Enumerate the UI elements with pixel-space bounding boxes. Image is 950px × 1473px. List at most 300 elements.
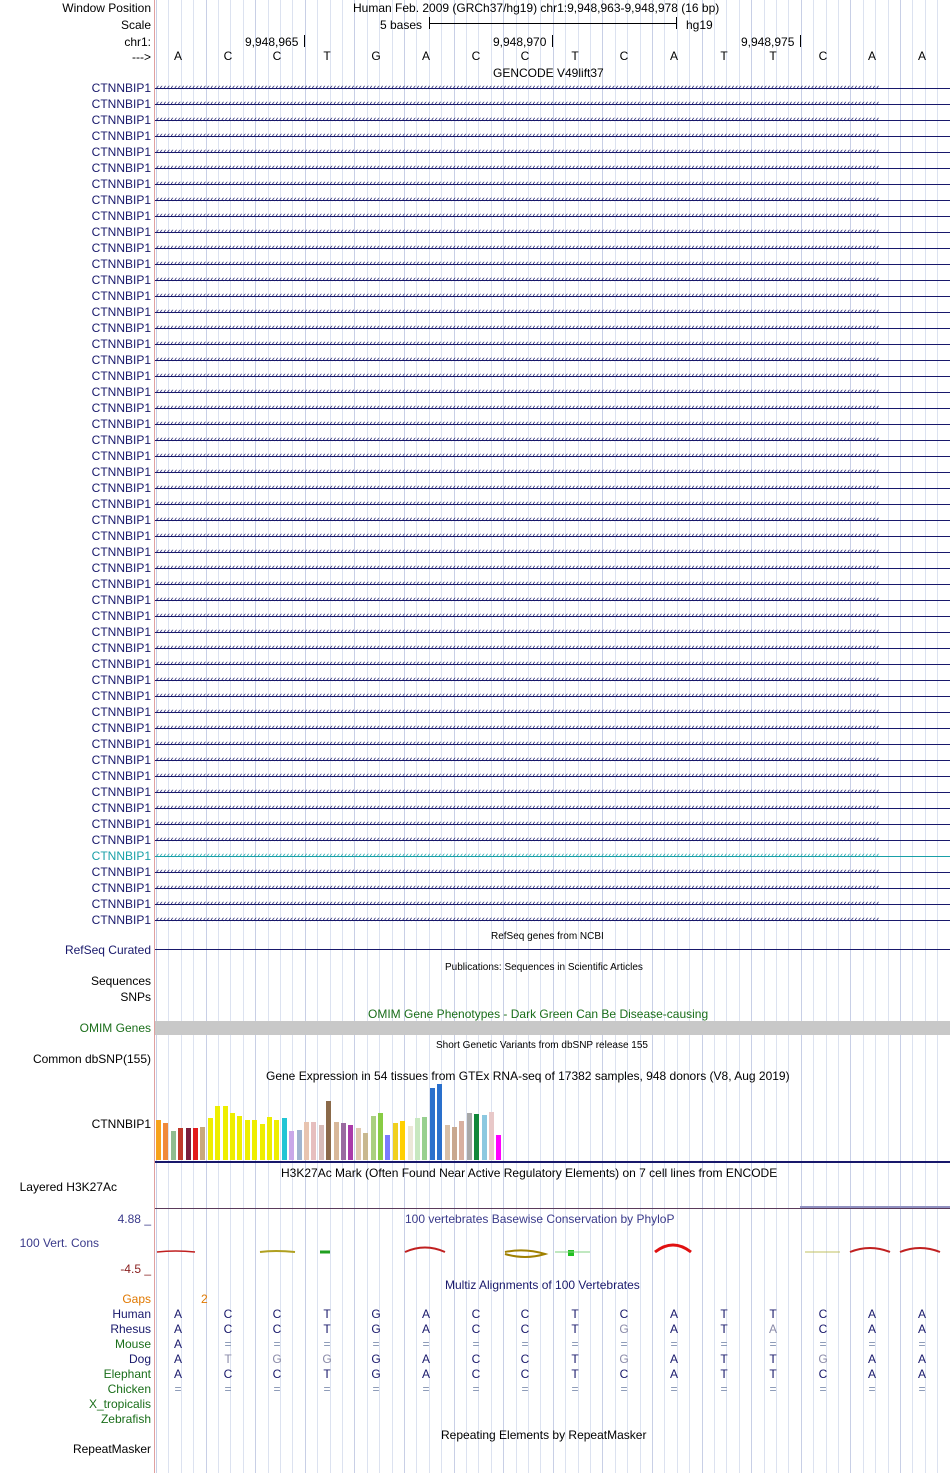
strand-arrows: ‹‹‹‹‹‹‹‹‹‹‹‹‹‹‹‹‹‹‹‹‹‹‹‹‹‹‹‹‹‹‹‹‹‹‹‹‹‹‹‹‹‹‹‹‹‹‹‹‹‹‹‹‹‹‹‹‹‹‹‹‹‹‹‹‹‹‹‹‹‹‹‹‹‹‹‹‹‹‹‹‹‹‹‹‹‹‹‹‹‹‹‹‹‹‹‹‹‹‹‹‹‹‹‹‹‹‹‹‹‹‹‹‹‹‹‹‹‹‹‹‹‹‹‹‹‹‹‹‹‹‹‹‹‹‹‹‹‹‹‹‹‹‹‹‹‹‹‹‹‹‹‹‹‹‹‹‹‹‹‹‹‹‹‹‹‹‹‹‹‹‹‹‹‹‹‹‹‹‹‹‹‹‹‹‹‹‹‹‹‹‹‹‹‹‹‹‹‹‹‹ <box>155 500 879 509</box>
strand-arrows: ‹‹‹‹‹‹‹‹‹‹‹‹‹‹‹‹‹‹‹‹‹‹‹‹‹‹‹‹‹‹‹‹‹‹‹‹‹‹‹‹‹‹‹‹‹‹‹‹‹‹‹‹‹‹‹‹‹‹‹‹‹‹‹‹‹‹‹‹‹‹‹‹‹‹‹‹‹‹‹‹‹‹‹‹‹‹‹‹‹‹‹‹‹‹‹‹‹‹‹‹‹‹‹‹‹‹‹‹‹‹‹‹‹‹‹‹‹‹‹‹‹‹‹‹‹‹‹‹‹‹‹‹‹‹‹‹‹‹‹‹‹‹‹‹‹‹‹‹‹‹‹‹‹‹‹‹‹‹‹‹‹‹‹‹‹‹‹‹‹‹‹‹‹‹‹‹‹‹‹‹‹‹‹‹‹‹‹‹‹‹‹‹‹‹‹‹‹‹‹‹ <box>155 388 879 397</box>
gtex-tissue-bar[interactable] <box>371 1116 376 1160</box>
reference-base: C <box>471 49 481 63</box>
aligned-base: A <box>421 1307 430 1321</box>
reference-base: C <box>818 49 828 63</box>
scale-text: 5 bases <box>380 18 423 32</box>
dynamic-labels <box>0 0 153 1473</box>
gencode-gene-label[interactable]: CTNNBIP1 <box>91 193 151 207</box>
strand-arrows: ‹‹‹‹‹‹‹‹‹‹‹‹‹‹‹‹‹‹‹‹‹‹‹‹‹‹‹‹‹‹‹‹‹‹‹‹‹‹‹‹‹‹‹‹‹‹‹‹‹‹‹‹‹‹‹‹‹‹‹‹‹‹‹‹‹‹‹‹‹‹‹‹‹‹‹‹‹‹‹‹‹‹‹‹‹‹‹‹‹‹‹‹‹‹‹‹‹‹‹‹‹‹‹‹‹‹‹‹‹‹‹‹‹‹‹‹‹‹‹‹‹‹‹‹‹‹‹‹‹‹‹‹‹‹‹‹‹‹‹‹‹‹‹‹‹‹‹‹‹‹‹‹‹‹‹‹‹‹‹‹‹‹‹‹‹‹‹‹‹‹‹‹‹‹‹‹‹‹‹‹‹‹‹‹‹‹‹‹‹‹‹‹‹‹‹‹‹‹‹‹ <box>155 436 879 445</box>
strand-arrows: ‹‹‹‹‹‹‹‹‹‹‹‹‹‹‹‹‹‹‹‹‹‹‹‹‹‹‹‹‹‹‹‹‹‹‹‹‹‹‹‹‹‹‹‹‹‹‹‹‹‹‹‹‹‹‹‹‹‹‹‹‹‹‹‹‹‹‹‹‹‹‹‹‹‹‹‹‹‹‹‹‹‹‹‹‹‹‹‹‹‹‹‹‹‹‹‹‹‹‹‹‹‹‹‹‹‹‹‹‹‹‹‹‹‹‹‹‹‹‹‹‹‹‹‹‹‹‹‹‹‹‹‹‹‹‹‹‹‹‹‹‹‹‹‹‹‹‹‹‹‹‹‹‹‹‹‹‹‹‹‹‹‹‹‹‹‹‹‹‹‹‹‹‹‹‹‹‹‹‹‹‹‹‹‹‹‹‹‹‹‹‹‹‹‹‹‹‹‹‹‹ <box>155 788 879 797</box>
gencode-gene-label[interactable]: CTNNBIP1 <box>91 769 151 783</box>
strand-arrows: ‹‹‹‹‹‹‹‹‹‹‹‹‹‹‹‹‹‹‹‹‹‹‹‹‹‹‹‹‹‹‹‹‹‹‹‹‹‹‹‹‹‹‹‹‹‹‹‹‹‹‹‹‹‹‹‹‹‹‹‹‹‹‹‹‹‹‹‹‹‹‹‹‹‹‹‹‹‹‹‹‹‹‹‹‹‹‹‹‹‹‹‹‹‹‹‹‹‹‹‹‹‹‹‹‹‹‹‹‹‹‹‹‹‹‹‹‹‹‹‹‹‹‹‹‹‹‹‹‹‹‹‹‹‹‹‹‹‹‹‹‹‹‹‹‹‹‹‹‹‹‹‹‹‹‹‹‹‹‹‹‹‹‹‹‹‹‹‹‹‹‹‹‹‹‹‹‹‹‹‹‹‹‹‹‹‹‹‹‹‹‹‹‹‹‹‹‹‹‹‹ <box>155 292 879 301</box>
aligned-base: C <box>272 1367 282 1381</box>
aligned-base: C <box>471 1352 481 1366</box>
strand-arrows: ‹‹‹‹‹‹‹‹‹‹‹‹‹‹‹‹‹‹‹‹‹‹‹‹‹‹‹‹‹‹‹‹‹‹‹‹‹‹‹‹‹‹‹‹‹‹‹‹‹‹‹‹‹‹‹‹‹‹‹‹‹‹‹‹‹‹‹‹‹‹‹‹‹‹‹‹‹‹‹‹‹‹‹‹‹‹‹‹‹‹‹‹‹‹‹‹‹‹‹‹‹‹‹‹‹‹‹‹‹‹‹‹‹‹‹‹‹‹‹‹‹‹‹‹‹‹‹‹‹‹‹‹‹‹‹‹‹‹‹‹‹‹‹‹‹‹‹‹‹‹‹‹‹‹‹‹‹‹‹‹‹‹‹‹‹‹‹‹‹‹‹‹‹‹‹‹‹‹‹‹‹‹‹‹‹‹‹‹‹‹‹‹‹‹‹‹‹‹‹‹ <box>155 724 879 733</box>
gtex-tissue-bar[interactable] <box>356 1128 361 1160</box>
aligned-base: = <box>720 1382 728 1396</box>
aligned-base: = <box>769 1337 777 1351</box>
gtex-tissue-bar[interactable] <box>260 1124 265 1160</box>
h3k27ac-signal <box>800 1206 950 1208</box>
scale-db: hg19 <box>686 18 713 32</box>
gencode-gene-label[interactable]: CTNNBIP1 <box>91 385 151 399</box>
gtex-tissue-bar[interactable] <box>474 1114 479 1160</box>
scale-bar-right-tick <box>676 17 677 29</box>
aligned-base: = <box>620 1382 628 1396</box>
aligned-base: A <box>421 1367 430 1381</box>
aligned-base: G <box>371 1352 381 1366</box>
gencode-gene-label[interactable]: CTNNBIP1 <box>91 609 151 623</box>
strand-arrows: ‹‹‹‹‹‹‹‹‹‹‹‹‹‹‹‹‹‹‹‹‹‹‹‹‹‹‹‹‹‹‹‹‹‹‹‹‹‹‹‹‹‹‹‹‹‹‹‹‹‹‹‹‹‹‹‹‹‹‹‹‹‹‹‹‹‹‹‹‹‹‹‹‹‹‹‹‹‹‹‹‹‹‹‹‹‹‹‹‹‹‹‹‹‹‹‹‹‹‹‹‹‹‹‹‹‹‹‹‹‹‹‹‹‹‹‹‹‹‹‹‹‹‹‹‹‹‹‹‹‹‹‹‹‹‹‹‹‹‹‹‹‹‹‹‹‹‹‹‹‹‹‹‹‹‹‹‹‹‹‹‹‹‹‹‹‹‹‹‹‹‹‹‹‹‹‹‹‹‹‹‹‹‹‹‹‹‹‹‹‹‹‹‹‹‹‹‹‹‹‹ <box>155 516 879 525</box>
phylop-max: 4.88 _ <box>117 1212 151 1226</box>
strand-arrows: ‹‹‹‹‹‹‹‹‹‹‹‹‹‹‹‹‹‹‹‹‹‹‹‹‹‹‹‹‹‹‹‹‹‹‹‹‹‹‹‹‹‹‹‹‹‹‹‹‹‹‹‹‹‹‹‹‹‹‹‹‹‹‹‹‹‹‹‹‹‹‹‹‹‹‹‹‹‹‹‹‹‹‹‹‹‹‹‹‹‹‹‹‹‹‹‹‹‹‹‹‹‹‹‹‹‹‹‹‹‹‹‹‹‹‹‹‹‹‹‹‹‹‹‹‹‹‹‹‹‹‹‹‹‹‹‹‹‹‹‹‹‹‹‹‹‹‹‹‹‹‹‹‹‹‹‹‹‹‹‹‹‹‹‹‹‹‹‹‹‹‹‹‹‹‹‹‹‹‹‹‹‹‹‹‹‹‹‹‹‹‹‹‹‹‹‹‹‹‹‹ <box>155 244 879 253</box>
gtex-tissue-bar[interactable] <box>311 1122 316 1160</box>
aligned-base: T <box>571 1322 579 1336</box>
gtex-tissue-bar[interactable] <box>267 1117 272 1160</box>
gencode-gene-label[interactable]: CTNNBIP1 <box>91 881 151 895</box>
gtex-tissue-bar[interactable] <box>186 1128 191 1160</box>
reference-base: A <box>421 49 430 63</box>
gtex-tissue-bar[interactable] <box>400 1121 405 1160</box>
strand-arrows: ‹‹‹‹‹‹‹‹‹‹‹‹‹‹‹‹‹‹‹‹‹‹‹‹‹‹‹‹‹‹‹‹‹‹‹‹‹‹‹‹‹‹‹‹‹‹‹‹‹‹‹‹‹‹‹‹‹‹‹‹‹‹‹‹‹‹‹‹‹‹‹‹‹‹‹‹‹‹‹‹‹‹‹‹‹‹‹‹‹‹‹‹‹‹‹‹‹‹‹‹‹‹‹‹‹‹‹‹‹‹‹‹‹‹‹‹‹‹‹‹‹‹‹‹‹‹‹‹‹‹‹‹‹‹‹‹‹‹‹‹‹‹‹‹‹‹‹‹‹‹‹‹‹‹‹‹‹‹‹‹‹‹‹‹‹‹‹‹‹‹‹‹‹‹‹‹‹‹‹‹‹‹‹‹‹‹‹‹‹‹‹‹‹‹‹‹‹‹‹‹ <box>155 532 879 541</box>
gencode-gene-label[interactable]: CTNNBIP1 <box>91 529 151 543</box>
aligned-base: C <box>818 1322 828 1336</box>
strand-arrows: ‹‹‹‹‹‹‹‹‹‹‹‹‹‹‹‹‹‹‹‹‹‹‹‹‹‹‹‹‹‹‹‹‹‹‹‹‹‹‹‹‹‹‹‹‹‹‹‹‹‹‹‹‹‹‹‹‹‹‹‹‹‹‹‹‹‹‹‹‹‹‹‹‹‹‹‹‹‹‹‹‹‹‹‹‹‹‹‹‹‹‹‹‹‹‹‹‹‹‹‹‹‹‹‹‹‹‹‹‹‹‹‹‹‹‹‹‹‹‹‹‹‹‹‹‹‹‹‹‹‹‹‹‹‹‹‹‹‹‹‹‹‹‹‹‹‹‹‹‹‹‹‹‹‹‹‹‹‹‹‹‹‹‹‹‹‹‹‹‹‹‹‹‹‹‹‹‹‹‹‹‹‹‹‹‹‹‹‹‹‹‹‹‹‹‹‹‹‹‹‹ <box>155 132 879 141</box>
reference-base: T <box>720 49 728 63</box>
reference-base: G <box>371 49 381 63</box>
gencode-gene-label[interactable]: CTNNBIP1 <box>91 97 151 111</box>
reference-base: A <box>917 49 926 63</box>
gtex-chart[interactable] <box>155 1084 535 1160</box>
tick-mark-3 <box>800 35 801 47</box>
strand-arrows: ‹‹‹‹‹‹‹‹‹‹‹‹‹‹‹‹‹‹‹‹‹‹‹‹‹‹‹‹‹‹‹‹‹‹‹‹‹‹‹‹‹‹‹‹‹‹‹‹‹‹‹‹‹‹‹‹‹‹‹‹‹‹‹‹‹‹‹‹‹‹‹‹‹‹‹‹‹‹‹‹‹‹‹‹‹‹‹‹‹‹‹‹‹‹‹‹‹‹‹‹‹‹‹‹‹‹‹‹‹‹‹‹‹‹‹‹‹‹‹‹‹‹‹‹‹‹‹‹‹‹‹‹‹‹‹‹‹‹‹‹‹‹‹‹‹‹‹‹‹‹‹‹‹‹‹‹‹‹‹‹‹‹‹‹‹‹‹‹‹‹‹‹‹‹‹‹‹‹‹‹‹‹‹‹‹‹‹‹‹‹‹‹‹‹‹‹‹‹‹‹ <box>155 324 879 333</box>
aligned-base: C <box>223 1322 233 1336</box>
assembly-position-text: Human Feb. 2009 (GRCh37/hg19) chr1:9,948,963-9,948,978 (16 bp) <box>353 1 720 15</box>
aligned-base: G <box>371 1367 381 1381</box>
phylop-min: -4.5 _ <box>120 1262 151 1276</box>
aligned-base: G <box>272 1352 282 1366</box>
gtex-baseline <box>155 1161 950 1163</box>
species-label[interactable]: Rhesus <box>110 1322 151 1336</box>
sequences-label[interactable]: Sequences <box>90 974 151 988</box>
gencode-gene-label[interactable]: CTNNBIP1 <box>91 129 151 143</box>
aligned-base: G <box>818 1352 828 1366</box>
strand-arrows: ‹‹‹‹‹‹‹‹‹‹‹‹‹‹‹‹‹‹‹‹‹‹‹‹‹‹‹‹‹‹‹‹‹‹‹‹‹‹‹‹‹‹‹‹‹‹‹‹‹‹‹‹‹‹‹‹‹‹‹‹‹‹‹‹‹‹‹‹‹‹‹‹‹‹‹‹‹‹‹‹‹‹‹‹‹‹‹‹‹‹‹‹‹‹‹‹‹‹‹‹‹‹‹‹‹‹‹‹‹‹‹‹‹‹‹‹‹‹‹‹‹‹‹‹‹‹‹‹‹‹‹‹‹‹‹‹‹‹‹‹‹‹‹‹‹‹‹‹‹‹‹‹‹‹‹‹‹‹‹‹‹‹‹‹‹‹‹‹‹‹‹‹‹‹‹‹‹‹‹‹‹‹‹‹‹‹‹‹‹‹‹‹‹‹‹‹‹‹‹‹ <box>155 100 879 109</box>
gtex-tissue-bar[interactable] <box>334 1122 339 1160</box>
gencode-gene-label[interactable]: CTNNBIP1 <box>91 737 151 751</box>
scale-bar-left-tick <box>429 17 430 29</box>
gencode-gene-label[interactable]: CTNNBIP1 <box>91 81 151 95</box>
strand-arrows: ‹‹‹‹‹‹‹‹‹‹‹‹‹‹‹‹‹‹‹‹‹‹‹‹‹‹‹‹‹‹‹‹‹‹‹‹‹‹‹‹‹‹‹‹‹‹‹‹‹‹‹‹‹‹‹‹‹‹‹‹‹‹‹‹‹‹‹‹‹‹‹‹‹‹‹‹‹‹‹‹‹‹‹‹‹‹‹‹‹‹‹‹‹‹‹‹‹‹‹‹‹‹‹‹‹‹‹‹‹‹‹‹‹‹‹‹‹‹‹‹‹‹‹‹‹‹‹‹‹‹‹‹‹‹‹‹‹‹‹‹‹‹‹‹‹‹‹‹‹‹‹‹‹‹‹‹‹‹‹‹‹‹‹‹‹‹‹‹‹‹‹‹‹‹‹‹‹‹‹‹‹‹‹‹‹‹‹‹‹‹‹‹‹‹‹‹‹‹‹‹ <box>155 276 879 285</box>
aligned-base: T <box>323 1367 331 1381</box>
strand-arrows: ‹‹‹‹‹‹‹‹‹‹‹‹‹‹‹‹‹‹‹‹‹‹‹‹‹‹‹‹‹‹‹‹‹‹‹‹‹‹‹‹‹‹‹‹‹‹‹‹‹‹‹‹‹‹‹‹‹‹‹‹‹‹‹‹‹‹‹‹‹‹‹‹‹‹‹‹‹‹‹‹‹‹‹‹‹‹‹‹‹‹‹‹‹‹‹‹‹‹‹‹‹‹‹‹‹‹‹‹‹‹‹‹‹‹‹‹‹‹‹‹‹‹‹‹‹‹‹‹‹‹‹‹‹‹‹‹‹‹‹‹‹‹‹‹‹‹‹‹‹‹‹‹‹‹‹‹‹‹‹‹‹‹‹‹‹‹‹‹‹‹‹‹‹‹‹‹‹‹‹‹‹‹‹‹‹‹‹‹‹‹‹‹‹‹‹‹‹‹‹‹ <box>155 596 879 605</box>
gencode-title[interactable]: GENCODE V49lift37 <box>493 66 604 80</box>
gtex-tissue-bar[interactable] <box>445 1125 450 1160</box>
gtex-tissue-bar[interactable] <box>422 1117 427 1160</box>
gencode-gene-label[interactable]: CTNNBIP1 <box>91 801 151 815</box>
aligned-base: C <box>272 1307 282 1321</box>
gencode-gene-label[interactable]: CTNNBIP1 <box>91 465 151 479</box>
gtex-tissue-bar[interactable] <box>297 1130 302 1160</box>
gtex-tissue-bar[interactable] <box>178 1128 183 1160</box>
snps-label[interactable]: SNPs <box>120 990 151 1004</box>
gencode-gene-label[interactable]: CTNNBIP1 <box>91 353 151 367</box>
aligned-base: A <box>867 1322 876 1336</box>
gtex-tissue-bar[interactable] <box>156 1120 161 1160</box>
aligned-base: T <box>720 1307 728 1321</box>
track-labels-column <box>0 0 153 1473</box>
aligned-base: C <box>223 1367 233 1381</box>
gencode-gene-label[interactable]: CTNNBIP1 <box>91 753 151 767</box>
gtex-tissue-bar[interactable] <box>163 1123 168 1160</box>
gencode-gene-label[interactable]: CTNNBIP1 <box>91 273 151 287</box>
gtex-tissue-bar[interactable] <box>385 1135 390 1160</box>
aligned-base: A <box>669 1352 678 1366</box>
aligned-base: = <box>670 1382 678 1396</box>
gencode-gene-label[interactable]: CTNNBIP1 <box>91 305 151 319</box>
aligned-base: A <box>867 1367 876 1381</box>
omim-label[interactable]: OMIM Genes <box>79 1021 151 1035</box>
strand-arrows: ‹‹‹‹‹‹‹‹‹‹‹‹‹‹‹‹‹‹‹‹‹‹‹‹‹‹‹‹‹‹‹‹‹‹‹‹‹‹‹‹‹‹‹‹‹‹‹‹‹‹‹‹‹‹‹‹‹‹‹‹‹‹‹‹‹‹‹‹‹‹‹‹‹‹‹‹‹‹‹‹‹‹‹‹‹‹‹‹‹‹‹‹‹‹‹‹‹‹‹‹‹‹‹‹‹‹‹‹‹‹‹‹‹‹‹‹‹‹‹‹‹‹‹‹‹‹‹‹‹‹‹‹‹‹‹‹‹‹‹‹‹‹‹‹‹‹‹‹‹‹‹‹‹‹‹‹‹‹‹‹‹‹‹‹‹‹‹‹‹‹‹‹‹‹‹‹‹‹‹‹‹‹‹‹‹‹‹‹‹‹‹‹‹‹‹‹‹‹‹‹ <box>155 356 879 365</box>
aligned-base: G <box>619 1352 629 1366</box>
aligned-base: T <box>769 1307 777 1321</box>
gtex-tissue-bar[interactable] <box>496 1135 501 1160</box>
aligned-base: G <box>371 1322 381 1336</box>
gtex-tissue-bar[interactable] <box>489 1112 494 1160</box>
aligned-base: C <box>471 1367 481 1381</box>
gencode-gene-label[interactable]: CTNNBIP1 <box>91 865 151 879</box>
aligned-base: = <box>273 1382 281 1396</box>
reference-base: C <box>223 49 233 63</box>
phylop-signal <box>155 1238 950 1262</box>
aligned-base: A <box>917 1307 926 1321</box>
omim-title[interactable]: OMIM Gene Phenotypes - Dark Green Can Be Disease-causing <box>368 1007 709 1021</box>
tick-mark-1 <box>304 35 305 47</box>
strand-arrows: ‹‹‹‹‹‹‹‹‹‹‹‹‹‹‹‹‹‹‹‹‹‹‹‹‹‹‹‹‹‹‹‹‹‹‹‹‹‹‹‹‹‹‹‹‹‹‹‹‹‹‹‹‹‹‹‹‹‹‹‹‹‹‹‹‹‹‹‹‹‹‹‹‹‹‹‹‹‹‹‹‹‹‹‹‹‹‹‹‹‹‹‹‹‹‹‹‹‹‹‹‹‹‹‹‹‹‹‹‹‹‹‹‹‹‹‹‹‹‹‹‹‹‹‹‹‹‹‹‹‹‹‹‹‹‹‹‹‹‹‹‹‹‹‹‹‹‹‹‹‹‹‹‹‹‹‹‹‹‹‹‹‹‹‹‹‹‹‹‹‹‹‹‹‹‹‹‹‹‹‹‹‹‹‹‹‹‹‹‹‹‹‹‹‹‹‹‹‹‹‹ <box>155 580 879 589</box>
gencode-gene-label[interactable]: CTNNBIP1 <box>91 289 151 303</box>
gencode-gene-label[interactable]: CTNNBIP1 <box>91 225 151 239</box>
aligned-base: = <box>323 1337 331 1351</box>
aligned-base: C <box>818 1307 828 1321</box>
strand-arrows: ‹‹‹‹‹‹‹‹‹‹‹‹‹‹‹‹‹‹‹‹‹‹‹‹‹‹‹‹‹‹‹‹‹‹‹‹‹‹‹‹‹‹‹‹‹‹‹‹‹‹‹‹‹‹‹‹‹‹‹‹‹‹‹‹‹‹‹‹‹‹‹‹‹‹‹‹‹‹‹‹‹‹‹‹‹‹‹‹‹‹‹‹‹‹‹‹‹‹‹‹‹‹‹‹‹‹‹‹‹‹‹‹‹‹‹‹‹‹‹‹‹‹‹‹‹‹‹‹‹‹‹‹‹‹‹‹‹‹‹‹‹‹‹‹‹‹‹‹‹‹‹‹‹‹‹‹‹‹‹‹‹‹‹‹‹‹‹‹‹‹‹‹‹‹‹‹‹‹‹‹‹‹‹‹‹‹‹‹‹‹‹‹‹‹‹‹‹‹‹‹ <box>155 708 879 717</box>
aligned-base: A <box>768 1322 777 1336</box>
aligned-base: T <box>571 1367 579 1381</box>
gencode-gene-label[interactable]: CTNNBIP1 <box>91 673 151 687</box>
aligned-base: A <box>867 1307 876 1321</box>
aligned-base: A <box>917 1352 926 1366</box>
gtex-title[interactable]: Gene Expression in 54 tissues from GTEx RNA-seq of 17382 samples, 948 donors (V8, Aug 2019) <box>266 1069 790 1083</box>
gtex-tissue-bar[interactable] <box>437 1084 442 1160</box>
strand-arrows: ‹‹‹‹‹‹‹‹‹‹‹‹‹‹‹‹‹‹‹‹‹‹‹‹‹‹‹‹‹‹‹‹‹‹‹‹‹‹‹‹‹‹‹‹‹‹‹‹‹‹‹‹‹‹‹‹‹‹‹‹‹‹‹‹‹‹‹‹‹‹‹‹‹‹‹‹‹‹‹‹‹‹‹‹‹‹‹‹‹‹‹‹‹‹‹‹‹‹‹‹‹‹‹‹‹‹‹‹‹‹‹‹‹‹‹‹‹‹‹‹‹‹‹‹‹‹‹‹‹‹‹‹‹‹‹‹‹‹‹‹‹‹‹‹‹‹‹‹‹‹‹‹‹‹‹‹‹‹‹‹‹‹‹‹‹‹‹‹‹‹‹‹‹‹‹‹‹‹‹‹‹‹‹‹‹‹‹‹‹‹‹‹‹‹‹‹‹‹‹‹ <box>155 308 879 317</box>
gtex-tissue-bar[interactable] <box>193 1128 198 1160</box>
reference-base: T <box>769 49 777 63</box>
aligned-base: = <box>422 1337 430 1351</box>
gencode-gene-label[interactable]: CTNNBIP1 <box>91 625 151 639</box>
tick-label-2: 9,948,970 <box>493 35 547 49</box>
refseq-label[interactable]: RefSeq Curated <box>64 943 151 957</box>
h3k27ac-title[interactable]: H3K27Ac Mark (Often Found Near Active Regulatory Elements) on 7 cell lines from ENCODE <box>281 1166 778 1180</box>
aligned-base: G <box>371 1307 381 1321</box>
strand-arrows: ‹‹‹‹‹‹‹‹‹‹‹‹‹‹‹‹‹‹‹‹‹‹‹‹‹‹‹‹‹‹‹‹‹‹‹‹‹‹‹‹‹‹‹‹‹‹‹‹‹‹‹‹‹‹‹‹‹‹‹‹‹‹‹‹‹‹‹‹‹‹‹‹‹‹‹‹‹‹‹‹‹‹‹‹‹‹‹‹‹‹‹‹‹‹‹‹‹‹‹‹‹‹‹‹‹‹‹‹‹‹‹‹‹‹‹‹‹‹‹‹‹‹‹‹‹‹‹‹‹‹‹‹‹‹‹‹‹‹‹‹‹‹‹‹‹‹‹‹‹‹‹‹‹‹‹‹‹‹‹‹‹‹‹‹‹‹‹‹‹‹‹‹‹‹‹‹‹‹‹‹‹‹‹‹‹‹‹‹‹‹‹‹‹‹‹‹‹‹‹‹ <box>155 628 879 637</box>
h3k27ac-label[interactable]: Layered H3K27Ac <box>19 1180 117 1194</box>
gtex-tissue-bar[interactable] <box>348 1125 353 1160</box>
aligned-base: C <box>818 1367 828 1381</box>
gaps-label: Gaps <box>122 1292 151 1306</box>
gencode-gene-label[interactable]: CTNNBIP1 <box>91 641 151 655</box>
aligned-base: G <box>322 1352 332 1366</box>
gencode-gene-label[interactable]: CTNNBIP1 <box>91 145 151 159</box>
strand-arrows: ‹‹‹‹‹‹‹‹‹‹‹‹‹‹‹‹‹‹‹‹‹‹‹‹‹‹‹‹‹‹‹‹‹‹‹‹‹‹‹‹‹‹‹‹‹‹‹‹‹‹‹‹‹‹‹‹‹‹‹‹‹‹‹‹‹‹‹‹‹‹‹‹‹‹‹‹‹‹‹‹‹‹‹‹‹‹‹‹‹‹‹‹‹‹‹‹‹‹‹‹‹‹‹‹‹‹‹‹‹‹‹‹‹‹‹‹‹‹‹‹‹‹‹‹‹‹‹‹‹‹‹‹‹‹‹‹‹‹‹‹‹‹‹‹‹‹‹‹‹‹‹‹‹‹‹‹‹‹‹‹‹‹‹‹‹‹‹‹‹‹‹‹‹‹‹‹‹‹‹‹‹‹‹‹‹‹‹‹‹‹‹‹‹‹‹‹‹‹‹‹ <box>155 852 879 861</box>
reference-base: C <box>272 49 282 63</box>
h3k27ac-baseline <box>155 1208 950 1209</box>
gtex-tissue-bar[interactable] <box>200 1127 205 1160</box>
gencode-gene-label[interactable]: CTNNBIP1 <box>91 705 151 719</box>
strand-arrows: ‹‹‹‹‹‹‹‹‹‹‹‹‹‹‹‹‹‹‹‹‹‹‹‹‹‹‹‹‹‹‹‹‹‹‹‹‹‹‹‹‹‹‹‹‹‹‹‹‹‹‹‹‹‹‹‹‹‹‹‹‹‹‹‹‹‹‹‹‹‹‹‹‹‹‹‹‹‹‹‹‹‹‹‹‹‹‹‹‹‹‹‹‹‹‹‹‹‹‹‹‹‹‹‹‹‹‹‹‹‹‹‹‹‹‹‹‹‹‹‹‹‹‹‹‹‹‹‹‹‹‹‹‹‹‹‹‹‹‹‹‹‹‹‹‹‹‹‹‹‹‹‹‹‹‹‹‹‹‹‹‹‹‹‹‹‹‹‹‹‹‹‹‹‹‹‹‹‹‹‹‹‹‹‹‹‹‹‹‹‹‹‹‹‹‹‹‹‹‹‹ <box>155 868 879 877</box>
gencode-gene-label[interactable]: CTNNBIP1 <box>91 513 151 527</box>
strand-arrows: ‹‹‹‹‹‹‹‹‹‹‹‹‹‹‹‹‹‹‹‹‹‹‹‹‹‹‹‹‹‹‹‹‹‹‹‹‹‹‹‹‹‹‹‹‹‹‹‹‹‹‹‹‹‹‹‹‹‹‹‹‹‹‹‹‹‹‹‹‹‹‹‹‹‹‹‹‹‹‹‹‹‹‹‹‹‹‹‹‹‹‹‹‹‹‹‹‹‹‹‹‹‹‹‹‹‹‹‹‹‹‹‹‹‹‹‹‹‹‹‹‹‹‹‹‹‹‹‹‹‹‹‹‹‹‹‹‹‹‹‹‹‹‹‹‹‹‹‹‹‹‹‹‹‹‹‹‹‹‹‹‹‹‹‹‹‹‹‹‹‹‹‹‹‹‹‹‹‹‹‹‹‹‹‹‹‹‹‹‹‹‹‹‹‹‹‹‹‹‹‹ <box>155 660 879 669</box>
gtex-tissue-bar[interactable] <box>215 1106 220 1160</box>
gencode-gene-label[interactable]: CTNNBIP1 <box>91 593 151 607</box>
scale-bar <box>429 23 677 24</box>
strand-arrows: ‹‹‹‹‹‹‹‹‹‹‹‹‹‹‹‹‹‹‹‹‹‹‹‹‹‹‹‹‹‹‹‹‹‹‹‹‹‹‹‹‹‹‹‹‹‹‹‹‹‹‹‹‹‹‹‹‹‹‹‹‹‹‹‹‹‹‹‹‹‹‹‹‹‹‹‹‹‹‹‹‹‹‹‹‹‹‹‹‹‹‹‹‹‹‹‹‹‹‹‹‹‹‹‹‹‹‹‹‹‹‹‹‹‹‹‹‹‹‹‹‹‹‹‹‹‹‹‹‹‹‹‹‹‹‹‹‹‹‹‹‹‹‹‹‹‹‹‹‹‹‹‹‹‹‹‹‹‹‹‹‹‹‹‹‹‹‹‹‹‹‹‹‹‹‹‹‹‹‹‹‹‹‹‹‹‹‹‹‹‹‹‹‹‹‹‹‹‹‹‹ <box>155 820 879 829</box>
gencode-gene-label[interactable]: CTNNBIP1 <box>91 849 151 863</box>
gencode-gene-label[interactable]: CTNNBIP1 <box>91 257 151 271</box>
gtex-tissue-bar[interactable] <box>341 1123 346 1160</box>
strand-arrows: ‹‹‹‹‹‹‹‹‹‹‹‹‹‹‹‹‹‹‹‹‹‹‹‹‹‹‹‹‹‹‹‹‹‹‹‹‹‹‹‹‹‹‹‹‹‹‹‹‹‹‹‹‹‹‹‹‹‹‹‹‹‹‹‹‹‹‹‹‹‹‹‹‹‹‹‹‹‹‹‹‹‹‹‹‹‹‹‹‹‹‹‹‹‹‹‹‹‹‹‹‹‹‹‹‹‹‹‹‹‹‹‹‹‹‹‹‹‹‹‹‹‹‹‹‹‹‹‹‹‹‹‹‹‹‹‹‹‹‹‹‹‹‹‹‹‹‹‹‹‹‹‹‹‹‹‹‹‹‹‹‹‹‹‹‹‹‹‹‹‹‹‹‹‹‹‹‹‹‹‹‹‹‹‹‹‹‹‹‹‹‹‹‹‹‹‹‹‹‹‹ <box>155 756 879 765</box>
gtex-tissue-bar[interactable] <box>304 1122 309 1160</box>
gencode-gene-label[interactable]: CTNNBIP1 <box>91 369 151 383</box>
gtex-tissue-bar[interactable] <box>171 1131 176 1160</box>
aligned-base: = <box>422 1382 430 1396</box>
gencode-gene-label[interactable]: CTNNBIP1 <box>91 417 151 431</box>
gtex-tissue-bar[interactable] <box>415 1118 420 1160</box>
repeatmasker-title[interactable]: Repeating Elements by RepeatMasker <box>441 1428 647 1442</box>
aligned-base: T <box>769 1367 777 1381</box>
tick-label-1: 9,948,965 <box>245 35 299 49</box>
gtex-tissue-bar[interactable] <box>245 1120 250 1160</box>
strand-arrows: ‹‹‹‹‹‹‹‹‹‹‹‹‹‹‹‹‹‹‹‹‹‹‹‹‹‹‹‹‹‹‹‹‹‹‹‹‹‹‹‹‹‹‹‹‹‹‹‹‹‹‹‹‹‹‹‹‹‹‹‹‹‹‹‹‹‹‹‹‹‹‹‹‹‹‹‹‹‹‹‹‹‹‹‹‹‹‹‹‹‹‹‹‹‹‹‹‹‹‹‹‹‹‹‹‹‹‹‹‹‹‹‹‹‹‹‹‹‹‹‹‹‹‹‹‹‹‹‹‹‹‹‹‹‹‹‹‹‹‹‹‹‹‹‹‹‹‹‹‹‹‹‹‹‹‹‹‹‹‹‹‹‹‹‹‹‹‹‹‹‹‹‹‹‹‹‹‹‹‹‹‹‹‹‹‹‹‹‹‹‹‹‹‹‹‹‹‹‹‹‹ <box>155 564 879 573</box>
reference-base: A <box>867 49 876 63</box>
phylop-title[interactable]: 100 vertebrates Basewise Conservation by PhyloP <box>405 1212 675 1226</box>
aligned-base: C <box>520 1307 530 1321</box>
aligned-base: = <box>868 1382 876 1396</box>
omim-feature[interactable] <box>155 1021 950 1035</box>
gtex-tissue-bar[interactable] <box>459 1121 464 1160</box>
strand-arrows: ‹‹‹‹‹‹‹‹‹‹‹‹‹‹‹‹‹‹‹‹‹‹‹‹‹‹‹‹‹‹‹‹‹‹‹‹‹‹‹‹‹‹‹‹‹‹‹‹‹‹‹‹‹‹‹‹‹‹‹‹‹‹‹‹‹‹‹‹‹‹‹‹‹‹‹‹‹‹‹‹‹‹‹‹‹‹‹‹‹‹‹‹‹‹‹‹‹‹‹‹‹‹‹‹‹‹‹‹‹‹‹‹‹‹‹‹‹‹‹‹‹‹‹‹‹‹‹‹‹‹‹‹‹‹‹‹‹‹‹‹‹‹‹‹‹‹‹‹‹‹‹‹‹‹‹‹‹‹‹‹‹‹‹‹‹‹‹‹‹‹‹‹‹‹‹‹‹‹‹‹‹‹‹‹‹‹‹‹‹‹‹‹‹‹‹‹‹‹‹‹ <box>155 804 879 813</box>
aligned-base: = <box>571 1337 579 1351</box>
aligned-base: T <box>720 1352 728 1366</box>
aligned-base: = <box>472 1382 480 1396</box>
refseq-gene-line[interactable] <box>155 949 950 950</box>
aligned-base: A <box>669 1367 678 1381</box>
aligned-base: A <box>173 1352 182 1366</box>
gtex-tissue-bar[interactable] <box>363 1133 368 1160</box>
gtex-tissue-bar[interactable] <box>230 1113 235 1160</box>
gtex-tissue-bar[interactable] <box>467 1113 472 1160</box>
gencode-gene-label[interactable]: CTNNBIP1 <box>91 241 151 255</box>
aligned-base: C <box>520 1322 530 1336</box>
aligned-base: = <box>174 1382 182 1396</box>
aligned-base: = <box>918 1337 926 1351</box>
gencode-gene-label[interactable]: CTNNBIP1 <box>91 545 151 559</box>
gencode-gene-label[interactable]: CTNNBIP1 <box>91 177 151 191</box>
aligned-base: A <box>669 1307 678 1321</box>
gencode-gene-label[interactable]: CTNNBIP1 <box>91 561 151 575</box>
strand-arrows: ‹‹‹‹‹‹‹‹‹‹‹‹‹‹‹‹‹‹‹‹‹‹‹‹‹‹‹‹‹‹‹‹‹‹‹‹‹‹‹‹‹‹‹‹‹‹‹‹‹‹‹‹‹‹‹‹‹‹‹‹‹‹‹‹‹‹‹‹‹‹‹‹‹‹‹‹‹‹‹‹‹‹‹‹‹‹‹‹‹‹‹‹‹‹‹‹‹‹‹‹‹‹‹‹‹‹‹‹‹‹‹‹‹‹‹‹‹‹‹‹‹‹‹‹‹‹‹‹‹‹‹‹‹‹‹‹‹‹‹‹‹‹‹‹‹‹‹‹‹‹‹‹‹‹‹‹‹‹‹‹‹‹‹‹‹‹‹‹‹‹‹‹‹‹‹‹‹‹‹‹‹‹‹‹‹‹‹‹‹‹‹‹‹‹‹‹‹‹‹‹ <box>155 196 879 205</box>
aligned-base: C <box>619 1307 629 1321</box>
aligned-base: = <box>571 1382 579 1396</box>
gtex-tissue-bar[interactable] <box>452 1127 457 1160</box>
strand-arrows: ‹‹‹‹‹‹‹‹‹‹‹‹‹‹‹‹‹‹‹‹‹‹‹‹‹‹‹‹‹‹‹‹‹‹‹‹‹‹‹‹‹‹‹‹‹‹‹‹‹‹‹‹‹‹‹‹‹‹‹‹‹‹‹‹‹‹‹‹‹‹‹‹‹‹‹‹‹‹‹‹‹‹‹‹‹‹‹‹‹‹‹‹‹‹‹‹‹‹‹‹‹‹‹‹‹‹‹‹‹‹‹‹‹‹‹‹‹‹‹‹‹‹‹‹‹‹‹‹‹‹‹‹‹‹‹‹‹‹‹‹‹‹‹‹‹‹‹‹‹‹‹‹‹‹‹‹‹‹‹‹‹‹‹‹‹‹‹‹‹‹‹‹‹‹‹‹‹‹‹‹‹‹‹‹‹‹‹‹‹‹‹‹‹‹‹‹‹‹‹‹ <box>155 676 879 685</box>
gtex-tissue-bar[interactable] <box>393 1123 398 1160</box>
species-label[interactable]: Human <box>112 1307 151 1321</box>
strand-arrows: ‹‹‹‹‹‹‹‹‹‹‹‹‹‹‹‹‹‹‹‹‹‹‹‹‹‹‹‹‹‹‹‹‹‹‹‹‹‹‹‹‹‹‹‹‹‹‹‹‹‹‹‹‹‹‹‹‹‹‹‹‹‹‹‹‹‹‹‹‹‹‹‹‹‹‹‹‹‹‹‹‹‹‹‹‹‹‹‹‹‹‹‹‹‹‹‹‹‹‹‹‹‹‹‹‹‹‹‹‹‹‹‹‹‹‹‹‹‹‹‹‹‹‹‹‹‹‹‹‹‹‹‹‹‹‹‹‹‹‹‹‹‹‹‹‹‹‹‹‹‹‹‹‹‹‹‹‹‹‹‹‹‹‹‹‹‹‹‹‹‹‹‹‹‹‹‹‹‹‹‹‹‹‹‹‹‹‹‹‹‹‹‹‹‹‹‹‹‹‹‹ <box>155 772 879 781</box>
strand-arrows: ‹‹‹‹‹‹‹‹‹‹‹‹‹‹‹‹‹‹‹‹‹‹‹‹‹‹‹‹‹‹‹‹‹‹‹‹‹‹‹‹‹‹‹‹‹‹‹‹‹‹‹‹‹‹‹‹‹‹‹‹‹‹‹‹‹‹‹‹‹‹‹‹‹‹‹‹‹‹‹‹‹‹‹‹‹‹‹‹‹‹‹‹‹‹‹‹‹‹‹‹‹‹‹‹‹‹‹‹‹‹‹‹‹‹‹‹‹‹‹‹‹‹‹‹‹‹‹‹‹‹‹‹‹‹‹‹‹‹‹‹‹‹‹‹‹‹‹‹‹‹‹‹‹‹‹‹‹‹‹‹‹‹‹‹‹‹‹‹‹‹‹‹‹‹‹‹‹‹‹‹‹‹‹‹‹‹‹‹‹‹‹‹‹‹‹‹‹‹‹‹ <box>155 692 879 701</box>
aligned-base: A <box>173 1307 182 1321</box>
gtex-tissue-bar[interactable] <box>408 1126 413 1160</box>
gencode-gene-label[interactable]: CTNNBIP1 <box>91 433 151 447</box>
aligned-base: T <box>571 1307 579 1321</box>
aligned-base: = <box>620 1337 628 1351</box>
gtex-tissue-bar[interactable] <box>430 1088 435 1160</box>
reference-base: T <box>571 49 579 63</box>
aligned-base: C <box>471 1322 481 1336</box>
gencode-gene-label[interactable]: CTNNBIP1 <box>91 785 151 799</box>
gencode-gene-label[interactable]: CTNNBIP1 <box>91 897 151 911</box>
aligned-base: G <box>619 1322 629 1336</box>
species-label[interactable]: Mouse <box>114 1337 151 1351</box>
aligned-base: = <box>868 1337 876 1351</box>
aligned-base: T <box>224 1352 232 1366</box>
refseq-title[interactable]: RefSeq genes from NCBI <box>491 931 604 942</box>
aligned-base: A <box>917 1367 926 1381</box>
chrom-label[interactable]: chr1: <box>124 35 151 49</box>
species-label[interactable]: Zebrafish <box>100 1412 151 1426</box>
gtex-tissue-bar[interactable] <box>237 1116 242 1160</box>
strand-arrows: ‹‹‹‹‹‹‹‹‹‹‹‹‹‹‹‹‹‹‹‹‹‹‹‹‹‹‹‹‹‹‹‹‹‹‹‹‹‹‹‹‹‹‹‹‹‹‹‹‹‹‹‹‹‹‹‹‹‹‹‹‹‹‹‹‹‹‹‹‹‹‹‹‹‹‹‹‹‹‹‹‹‹‹‹‹‹‹‹‹‹‹‹‹‹‹‹‹‹‹‹‹‹‹‹‹‹‹‹‹‹‹‹‹‹‹‹‹‹‹‹‹‹‹‹‹‹‹‹‹‹‹‹‹‹‹‹‹‹‹‹‹‹‹‹‹‹‹‹‹‹‹‹‹‹‹‹‹‹‹‹‹‹‹‹‹‹‹‹‹‹‹‹‹‹‹‹‹‹‹‹‹‹‹‹‹‹‹‹‹‹‹‹‹‹‹‹‹‹‹‹ <box>155 916 879 925</box>
aligned-base: = <box>521 1382 529 1396</box>
strand-arrows: ‹‹‹‹‹‹‹‹‹‹‹‹‹‹‹‹‹‹‹‹‹‹‹‹‹‹‹‹‹‹‹‹‹‹‹‹‹‹‹‹‹‹‹‹‹‹‹‹‹‹‹‹‹‹‹‹‹‹‹‹‹‹‹‹‹‹‹‹‹‹‹‹‹‹‹‹‹‹‹‹‹‹‹‹‹‹‹‹‹‹‹‹‹‹‹‹‹‹‹‹‹‹‹‹‹‹‹‹‹‹‹‹‹‹‹‹‹‹‹‹‹‹‹‹‹‹‹‹‹‹‹‹‹‹‹‹‹‹‹‹‹‹‹‹‹‹‹‹‹‹‹‹‹‹‹‹‹‹‹‹‹‹‹‹‹‹‹‹‹‹‹‹‹‹‹‹‹‹‹‹‹‹‹‹‹‹‹‹‹‹‹‹‹‹‹‹‹‹‹‹ <box>155 84 879 93</box>
aligned-base: = <box>372 1382 380 1396</box>
strand-arrows: ‹‹‹‹‹‹‹‹‹‹‹‹‹‹‹‹‹‹‹‹‹‹‹‹‹‹‹‹‹‹‹‹‹‹‹‹‹‹‹‹‹‹‹‹‹‹‹‹‹‹‹‹‹‹‹‹‹‹‹‹‹‹‹‹‹‹‹‹‹‹‹‹‹‹‹‹‹‹‹‹‹‹‹‹‹‹‹‹‹‹‹‹‹‹‹‹‹‹‹‹‹‹‹‹‹‹‹‹‹‹‹‹‹‹‹‹‹‹‹‹‹‹‹‹‹‹‹‹‹‹‹‹‹‹‹‹‹‹‹‹‹‹‹‹‹‹‹‹‹‹‹‹‹‹‹‹‹‹‹‹‹‹‹‹‹‹‹‹‹‹‹‹‹‹‹‹‹‹‹‹‹‹‹‹‹‹‹‹‹‹‹‹‹‹‹‹‹‹‹‹ <box>155 452 879 461</box>
species-label[interactable]: Chicken <box>107 1382 151 1396</box>
gtex-tissue-bar[interactable] <box>282 1118 287 1160</box>
strand-arrows: ‹‹‹‹‹‹‹‹‹‹‹‹‹‹‹‹‹‹‹‹‹‹‹‹‹‹‹‹‹‹‹‹‹‹‹‹‹‹‹‹‹‹‹‹‹‹‹‹‹‹‹‹‹‹‹‹‹‹‹‹‹‹‹‹‹‹‹‹‹‹‹‹‹‹‹‹‹‹‹‹‹‹‹‹‹‹‹‹‹‹‹‹‹‹‹‹‹‹‹‹‹‹‹‹‹‹‹‹‹‹‹‹‹‹‹‹‹‹‹‹‹‹‹‹‹‹‹‹‹‹‹‹‹‹‹‹‹‹‹‹‹‹‹‹‹‹‹‹‹‹‹‹‹‹‹‹‹‹‹‹‹‹‹‹‹‹‹‹‹‹‹‹‹‹‹‹‹‹‹‹‹‹‹‹‹‹‹‹‹‹‹‹‹‹‹‹‹‹‹‹ <box>155 612 879 621</box>
aligned-base: A <box>669 1322 678 1336</box>
aligned-base: = <box>769 1382 777 1396</box>
aligned-base: T <box>720 1322 728 1336</box>
gencode-gene-label[interactable]: CTNNBIP1 <box>91 497 151 511</box>
aligned-base: C <box>619 1367 629 1381</box>
aligned-base: A <box>173 1337 182 1351</box>
strand-arrows: ‹‹‹‹‹‹‹‹‹‹‹‹‹‹‹‹‹‹‹‹‹‹‹‹‹‹‹‹‹‹‹‹‹‹‹‹‹‹‹‹‹‹‹‹‹‹‹‹‹‹‹‹‹‹‹‹‹‹‹‹‹‹‹‹‹‹‹‹‹‹‹‹‹‹‹‹‹‹‹‹‹‹‹‹‹‹‹‹‹‹‹‹‹‹‹‹‹‹‹‹‹‹‹‹‹‹‹‹‹‹‹‹‹‹‹‹‹‹‹‹‹‹‹‹‹‹‹‹‹‹‹‹‹‹‹‹‹‹‹‹‹‹‹‹‹‹‹‹‹‹‹‹‹‹‹‹‹‹‹‹‹‹‹‹‹‹‹‹‹‹‹‹‹‹‹‹‹‹‹‹‹‹‹‹‹‹‹‹‹‹‹‹‹‹‹‹‹‹‹‹ <box>155 340 879 349</box>
strand-arrows: ‹‹‹‹‹‹‹‹‹‹‹‹‹‹‹‹‹‹‹‹‹‹‹‹‹‹‹‹‹‹‹‹‹‹‹‹‹‹‹‹‹‹‹‹‹‹‹‹‹‹‹‹‹‹‹‹‹‹‹‹‹‹‹‹‹‹‹‹‹‹‹‹‹‹‹‹‹‹‹‹‹‹‹‹‹‹‹‹‹‹‹‹‹‹‹‹‹‹‹‹‹‹‹‹‹‹‹‹‹‹‹‹‹‹‹‹‹‹‹‹‹‹‹‹‹‹‹‹‹‹‹‹‹‹‹‹‹‹‹‹‹‹‹‹‹‹‹‹‹‹‹‹‹‹‹‹‹‹‹‹‹‹‹‹‹‹‹‹‹‹‹‹‹‹‹‹‹‹‹‹‹‹‹‹‹‹‹‹‹‹‹‹‹‹‹‹‹‹‹‹ <box>155 212 879 221</box>
gencode-gene-label[interactable]: CTNNBIP1 <box>91 913 151 927</box>
reference-base: A <box>173 49 182 63</box>
gencode-gene-label[interactable]: CTNNBIP1 <box>91 209 151 223</box>
aligned-base: = <box>720 1337 728 1351</box>
reference-base: C <box>520 49 530 63</box>
phylop-label[interactable]: 100 Vert. Cons <box>19 1236 99 1250</box>
gencode-gene-label[interactable]: CTNNBIP1 <box>91 337 151 351</box>
gencode-gene-label[interactable]: CTNNBIP1 <box>91 481 151 495</box>
species-label[interactable]: Dog <box>128 1352 151 1366</box>
strand-arrows: ‹‹‹‹‹‹‹‹‹‹‹‹‹‹‹‹‹‹‹‹‹‹‹‹‹‹‹‹‹‹‹‹‹‹‹‹‹‹‹‹‹‹‹‹‹‹‹‹‹‹‹‹‹‹‹‹‹‹‹‹‹‹‹‹‹‹‹‹‹‹‹‹‹‹‹‹‹‹‹‹‹‹‹‹‹‹‹‹‹‹‹‹‹‹‹‹‹‹‹‹‹‹‹‹‹‹‹‹‹‹‹‹‹‹‹‹‹‹‹‹‹‹‹‹‹‹‹‹‹‹‹‹‹‹‹‹‹‹‹‹‹‹‹‹‹‹‹‹‹‹‹‹‹‹‹‹‹‹‹‹‹‹‹‹‹‹‹‹‹‹‹‹‹‹‹‹‹‹‹‹‹‹‹‹‹‹‹‹‹‹‹‹‹‹‹‹‹‹‹‹ <box>155 484 879 493</box>
publications-title[interactable]: Publications: Sequences in Scientific Articles <box>445 962 643 973</box>
strand-arrows: ‹‹‹‹‹‹‹‹‹‹‹‹‹‹‹‹‹‹‹‹‹‹‹‹‹‹‹‹‹‹‹‹‹‹‹‹‹‹‹‹‹‹‹‹‹‹‹‹‹‹‹‹‹‹‹‹‹‹‹‹‹‹‹‹‹‹‹‹‹‹‹‹‹‹‹‹‹‹‹‹‹‹‹‹‹‹‹‹‹‹‹‹‹‹‹‹‹‹‹‹‹‹‹‹‹‹‹‹‹‹‹‹‹‹‹‹‹‹‹‹‹‹‹‹‹‹‹‹‹‹‹‹‹‹‹‹‹‹‹‹‹‹‹‹‹‹‹‹‹‹‹‹‹‹‹‹‹‹‹‹‹‹‹‹‹‹‹‹‹‹‹‹‹‹‹‹‹‹‹‹‹‹‹‹‹‹‹‹‹‹‹‹‹‹‹‹‹‹‹‹ <box>155 372 879 381</box>
gencode-gene-label[interactable]: CTNNBIP1 <box>91 577 151 591</box>
gencode-gene-label[interactable]: CTNNBIP1 <box>91 721 151 735</box>
window-position-label[interactable]: Window Position <box>62 1 151 15</box>
aligned-base: C <box>520 1367 530 1381</box>
gencode-gene-label[interactable]: CTNNBIP1 <box>91 321 151 335</box>
gtex-tissue-bar[interactable] <box>208 1118 213 1160</box>
gtex-tissue-bar[interactable] <box>223 1106 228 1160</box>
strand-arrows: ‹‹‹‹‹‹‹‹‹‹‹‹‹‹‹‹‹‹‹‹‹‹‹‹‹‹‹‹‹‹‹‹‹‹‹‹‹‹‹‹‹‹‹‹‹‹‹‹‹‹‹‹‹‹‹‹‹‹‹‹‹‹‹‹‹‹‹‹‹‹‹‹‹‹‹‹‹‹‹‹‹‹‹‹‹‹‹‹‹‹‹‹‹‹‹‹‹‹‹‹‹‹‹‹‹‹‹‹‹‹‹‹‹‹‹‹‹‹‹‹‹‹‹‹‹‹‹‹‹‹‹‹‹‹‹‹‹‹‹‹‹‹‹‹‹‹‹‹‹‹‹‹‹‹‹‹‹‹‹‹‹‹‹‹‹‹‹‹‹‹‹‹‹‹‹‹‹‹‹‹‹‹‹‹‹‹‹‹‹‹‹‹‹‹‹‹‹‹‹‹ <box>155 900 879 909</box>
gtex-tissue-bar[interactable] <box>274 1120 279 1160</box>
aligned-base: = <box>819 1382 827 1396</box>
gencode-gene-label[interactable]: CTNNBIP1 <box>91 161 151 175</box>
species-label[interactable]: Elephant <box>103 1367 151 1381</box>
gtex-label[interactable]: CTNNBIP1 <box>91 1117 151 1131</box>
aligned-base: T <box>323 1322 331 1336</box>
strand-arrows: ‹‹‹‹‹‹‹‹‹‹‹‹‹‹‹‹‹‹‹‹‹‹‹‹‹‹‹‹‹‹‹‹‹‹‹‹‹‹‹‹‹‹‹‹‹‹‹‹‹‹‹‹‹‹‹‹‹‹‹‹‹‹‹‹‹‹‹‹‹‹‹‹‹‹‹‹‹‹‹‹‹‹‹‹‹‹‹‹‹‹‹‹‹‹‹‹‹‹‹‹‹‹‹‹‹‹‹‹‹‹‹‹‹‹‹‹‹‹‹‹‹‹‹‹‹‹‹‹‹‹‹‹‹‹‹‹‹‹‹‹‹‹‹‹‹‹‹‹‹‹‹‹‹‹‹‹‹‹‹‹‹‹‹‹‹‹‹‹‹‹‹‹‹‹‹‹‹‹‹‹‹‹‹‹‹‹‹‹‹‹‹‹‹‹‹‹‹‹‹‹ <box>155 420 879 429</box>
aligned-base: = <box>224 1337 232 1351</box>
reference-base: T <box>323 49 331 63</box>
strand-arrows: ‹‹‹‹‹‹‹‹‹‹‹‹‹‹‹‹‹‹‹‹‹‹‹‹‹‹‹‹‹‹‹‹‹‹‹‹‹‹‹‹‹‹‹‹‹‹‹‹‹‹‹‹‹‹‹‹‹‹‹‹‹‹‹‹‹‹‹‹‹‹‹‹‹‹‹‹‹‹‹‹‹‹‹‹‹‹‹‹‹‹‹‹‹‹‹‹‹‹‹‹‹‹‹‹‹‹‹‹‹‹‹‹‹‹‹‹‹‹‹‹‹‹‹‹‹‹‹‹‹‹‹‹‹‹‹‹‹‹‹‹‹‹‹‹‹‹‹‹‹‹‹‹‹‹‹‹‹‹‹‹‹‹‹‹‹‹‹‹‹‹‹‹‹‹‹‹‹‹‹‹‹‹‹‹‹‹‹‹‹‹‹‹‹‹‹‹‹‹‹‹ <box>155 116 879 125</box>
dbsnp-title[interactable]: Short Genetic Variants from dbSNP release 155 <box>436 1040 648 1051</box>
aligned-base: = <box>472 1337 480 1351</box>
gtex-tissue-bar[interactable] <box>289 1131 294 1160</box>
gencode-gene-label[interactable]: CTNNBIP1 <box>91 817 151 831</box>
multiz-title[interactable]: Multiz Alignments of 100 Vertebrates <box>445 1278 640 1292</box>
reference-base: A <box>669 49 678 63</box>
gencode-gene-label[interactable]: CTNNBIP1 <box>91 113 151 127</box>
tick-mark-2 <box>552 35 553 47</box>
gencode-gene-label[interactable]: CTNNBIP1 <box>91 401 151 415</box>
gencode-gene-label[interactable]: CTNNBIP1 <box>91 657 151 671</box>
aligned-base: = <box>670 1337 678 1351</box>
dbsnp-label[interactable]: Common dbSNP(155) <box>32 1052 151 1066</box>
aligned-base: C <box>520 1352 530 1366</box>
strand-arrows: ‹‹‹‹‹‹‹‹‹‹‹‹‹‹‹‹‹‹‹‹‹‹‹‹‹‹‹‹‹‹‹‹‹‹‹‹‹‹‹‹‹‹‹‹‹‹‹‹‹‹‹‹‹‹‹‹‹‹‹‹‹‹‹‹‹‹‹‹‹‹‹‹‹‹‹‹‹‹‹‹‹‹‹‹‹‹‹‹‹‹‹‹‹‹‹‹‹‹‹‹‹‹‹‹‹‹‹‹‹‹‹‹‹‹‹‹‹‹‹‹‹‹‹‹‹‹‹‹‹‹‹‹‹‹‹‹‹‹‹‹‹‹‹‹‹‹‹‹‹‹‹‹‹‹‹‹‹‹‹‹‹‹‹‹‹‹‹‹‹‹‹‹‹‹‹‹‹‹‹‹‹‹‹‹‹‹‹‹‹‹‹‹‹‹‹‹‹‹‹‹ <box>155 644 879 653</box>
tick-label-3: 9,948,975 <box>741 35 795 49</box>
gtex-tissue-bar[interactable] <box>378 1113 383 1160</box>
reference-base: C <box>619 49 629 63</box>
gtex-tissue-bar[interactable] <box>319 1125 324 1160</box>
browser-image[interactable] <box>155 0 950 1473</box>
strand-arrows: ‹‹‹‹‹‹‹‹‹‹‹‹‹‹‹‹‹‹‹‹‹‹‹‹‹‹‹‹‹‹‹‹‹‹‹‹‹‹‹‹‹‹‹‹‹‹‹‹‹‹‹‹‹‹‹‹‹‹‹‹‹‹‹‹‹‹‹‹‹‹‹‹‹‹‹‹‹‹‹‹‹‹‹‹‹‹‹‹‹‹‹‹‹‹‹‹‹‹‹‹‹‹‹‹‹‹‹‹‹‹‹‹‹‹‹‹‹‹‹‹‹‹‹‹‹‹‹‹‹‹‹‹‹‹‹‹‹‹‹‹‹‹‹‹‹‹‹‹‹‹‹‹‹‹‹‹‹‹‹‹‹‹‹‹‹‹‹‹‹‹‹‹‹‹‹‹‹‹‹‹‹‹‹‹‹‹‹‹‹‹‹‹‹‹‹‹‹‹‹‹ <box>155 228 879 237</box>
strand-arrows: ‹‹‹‹‹‹‹‹‹‹‹‹‹‹‹‹‹‹‹‹‹‹‹‹‹‹‹‹‹‹‹‹‹‹‹‹‹‹‹‹‹‹‹‹‹‹‹‹‹‹‹‹‹‹‹‹‹‹‹‹‹‹‹‹‹‹‹‹‹‹‹‹‹‹‹‹‹‹‹‹‹‹‹‹‹‹‹‹‹‹‹‹‹‹‹‹‹‹‹‹‹‹‹‹‹‹‹‹‹‹‹‹‹‹‹‹‹‹‹‹‹‹‹‹‹‹‹‹‹‹‹‹‹‹‹‹‹‹‹‹‹‹‹‹‹‹‹‹‹‹‹‹‹‹‹‹‹‹‹‹‹‹‹‹‹‹‹‹‹‹‹‹‹‹‹‹‹‹‹‹‹‹‹‹‹‹‹‹‹‹‹‹‹‹‹‹‹‹‹‹ <box>155 164 879 173</box>
gencode-gene-label[interactable]: CTNNBIP1 <box>91 833 151 847</box>
strand-label[interactable]: ---> <box>132 50 151 64</box>
aligned-base: = <box>273 1337 281 1351</box>
gencode-gene-label[interactable]: CTNNBIP1 <box>91 689 151 703</box>
aligned-base: = <box>521 1337 529 1351</box>
repeatmasker-label[interactable]: RepeatMasker <box>72 1442 151 1456</box>
scale-label[interactable]: Scale <box>120 18 151 32</box>
species-label[interactable]: X_tropicalis <box>88 1397 151 1411</box>
aligned-base: = <box>323 1382 331 1396</box>
aligned-base: C <box>223 1307 233 1321</box>
gtex-tissue-bar[interactable] <box>482 1115 487 1160</box>
aligned-base: = <box>918 1382 926 1396</box>
gtex-tissue-bar[interactable] <box>252 1120 257 1160</box>
aligned-base: T <box>769 1352 777 1366</box>
aligned-base: T <box>720 1367 728 1381</box>
gtex-tissue-bar[interactable] <box>326 1101 331 1160</box>
gencode-gene-label[interactable]: CTNNBIP1 <box>91 449 151 463</box>
strand-arrows: ‹‹‹‹‹‹‹‹‹‹‹‹‹‹‹‹‹‹‹‹‹‹‹‹‹‹‹‹‹‹‹‹‹‹‹‹‹‹‹‹‹‹‹‹‹‹‹‹‹‹‹‹‹‹‹‹‹‹‹‹‹‹‹‹‹‹‹‹‹‹‹‹‹‹‹‹‹‹‹‹‹‹‹‹‹‹‹‹‹‹‹‹‹‹‹‹‹‹‹‹‹‹‹‹‹‹‹‹‹‹‹‹‹‹‹‹‹‹‹‹‹‹‹‹‹‹‹‹‹‹‹‹‹‹‹‹‹‹‹‹‹‹‹‹‹‹‹‹‹‹‹‹‹‹‹‹‹‹‹‹‹‹‹‹‹‹‹‹‹‹‹‹‹‹‹‹‹‹‹‹‹‹‹‹‹‹‹‹‹‹‹‹‹‹‹‹‹‹‹‹ <box>155 836 879 845</box>
